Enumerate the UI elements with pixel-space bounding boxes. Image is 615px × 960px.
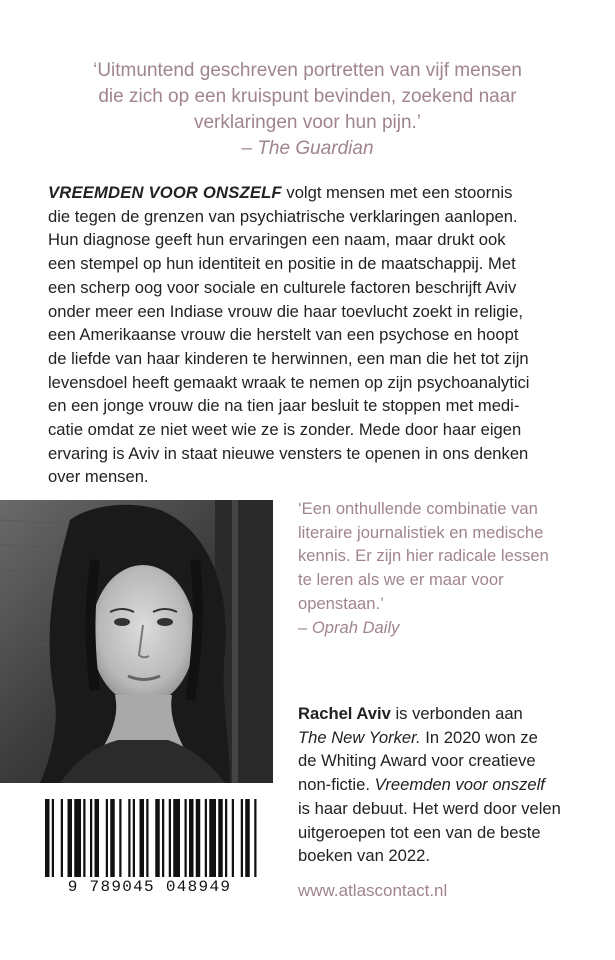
barcode-bar: [254, 799, 256, 877]
barcode-bar: [74, 799, 81, 877]
barcode-bar: [155, 799, 160, 877]
publication-name: The New Yorker.: [298, 727, 421, 747]
barcode-bar: [173, 799, 180, 877]
barcode-bar: [45, 799, 50, 877]
barcode-bar: [232, 799, 234, 877]
bio-line: boeken van 2022.: [298, 846, 430, 866]
barcode-bar: [241, 799, 243, 877]
book-description: [48, 181, 578, 489]
barcode-bar: [225, 799, 227, 877]
barcode-bar: [90, 799, 92, 877]
blurb-line: catie omdat ze niet weet wie ze is zonder. Mede door haar eigen: [48, 420, 522, 440]
side-quote-line: openstaan.’: [298, 593, 384, 613]
bio-text: is verbonden aan: [390, 704, 523, 723]
side-quote-line: literaire journalistiek en medische: [298, 522, 544, 542]
side-quote-line: te leren als we er maar voor: [298, 570, 504, 590]
author-bio: [298, 702, 598, 868]
book-title: VREEMDEN VOOR ONSZELF: [48, 183, 282, 202]
author-photo: [0, 500, 273, 783]
blurb-line: onder meer een Indiase vrouw die haar toevlucht zoekt in religie,: [48, 301, 524, 321]
barcode-bar: [128, 799, 130, 877]
side-quote-attribution: – Oprah Daily: [298, 617, 400, 637]
barcode-bar: [133, 799, 135, 877]
blurb-line: [48, 181, 578, 205]
isbn-number: 9 789045 048949: [67, 878, 232, 896]
top-review-quote: [30, 58, 585, 162]
barcode-bar: [68, 799, 73, 877]
barcode-bar: [218, 799, 223, 877]
barcode-bars: [37, 799, 262, 877]
blurb-line: over mensen.: [48, 467, 149, 487]
barcode-bar: [209, 799, 216, 877]
barcode-bar: [95, 799, 100, 877]
blurb-line: een stempel op hun identiteit en positie in de maatschappij. Met: [48, 254, 516, 274]
author-portrait-image: [0, 500, 273, 783]
blurb-line: die tegen de grenzen van psychiatrische verklaringen aanlopen.: [48, 206, 518, 226]
bio-text: non-fictie.: [298, 775, 375, 795]
blurb-line: ervaring is Aviv in staat nieuwe vensters te openen in ons denken: [48, 443, 529, 463]
bio-line: de Whiting Award voor creatieve: [298, 751, 536, 771]
barcode-bar: [83, 799, 85, 877]
bio-line: [298, 726, 598, 750]
bio-line: [298, 702, 598, 726]
barcode-bar: [185, 799, 187, 877]
barcode-bar: [140, 799, 145, 877]
barcode-bar: [61, 799, 63, 877]
barcode-bar: [196, 799, 201, 877]
top-quote-attribution: – The Guardian: [241, 138, 374, 159]
top-quote-line: verklaringen voor hun pijn.’: [193, 112, 422, 133]
side-quote-line: kennis. Er zijn hier radicale lessen: [298, 546, 549, 566]
barcode-bar: [205, 799, 207, 877]
blurb-line: de liefde van haar kinderen te herwinnen, een man die het tot zijn: [48, 348, 529, 368]
barcode-bar: [245, 799, 250, 877]
barcode-bar: [110, 799, 115, 877]
blurb-line: levensdoel heeft gemaakt wraak te nemen op zijn psychoanalytici: [48, 372, 530, 392]
barcode-bar: [162, 799, 164, 877]
barcode-bar: [169, 799, 171, 877]
blurb-line: een Amerikaanse vrouw die herstelt van een psychose en hoopt: [48, 325, 519, 345]
book-title-italic: Vreemden voor onszelf: [374, 775, 545, 795]
top-quote-line: ‘Uitmuntend geschreven portretten van vijf mensen: [93, 60, 522, 81]
bio-line: is haar debuut. Het werd door velen: [298, 798, 561, 818]
barcode-bar: [146, 799, 148, 877]
bio-line: [298, 773, 598, 797]
barcode-bar: [189, 799, 194, 877]
blurb-first-line-rest: volgt mensen met een stoornis: [281, 183, 513, 202]
barcode-bar: [52, 799, 54, 877]
blurb-line: Hun diagnose geeft hun ervaringen een naam, maar drukt ook: [48, 230, 506, 250]
publisher-website: www.atlascontact.nl: [298, 881, 448, 900]
side-quote-line: ‘Een onthullende combinatie van: [298, 499, 538, 518]
bio-line: uitgeroepen tot een van de beste: [298, 822, 541, 842]
side-review-quote: [298, 497, 588, 639]
top-quote-line: die zich op een kruispunt bevinden, zoekend naar: [98, 86, 517, 107]
bio-text: In 2020 won ze: [420, 727, 538, 747]
blurb-line: en een jonge vrouw die na tien jaar besluit te stoppen met medi-: [48, 396, 520, 416]
barcode-bar: [119, 799, 121, 877]
blurb-line: een scherp oog voor sociale en culturele factoren beschrijft Aviv: [48, 277, 517, 297]
barcode-bar: [106, 799, 108, 877]
author-name: Rachel Aviv: [298, 704, 391, 723]
